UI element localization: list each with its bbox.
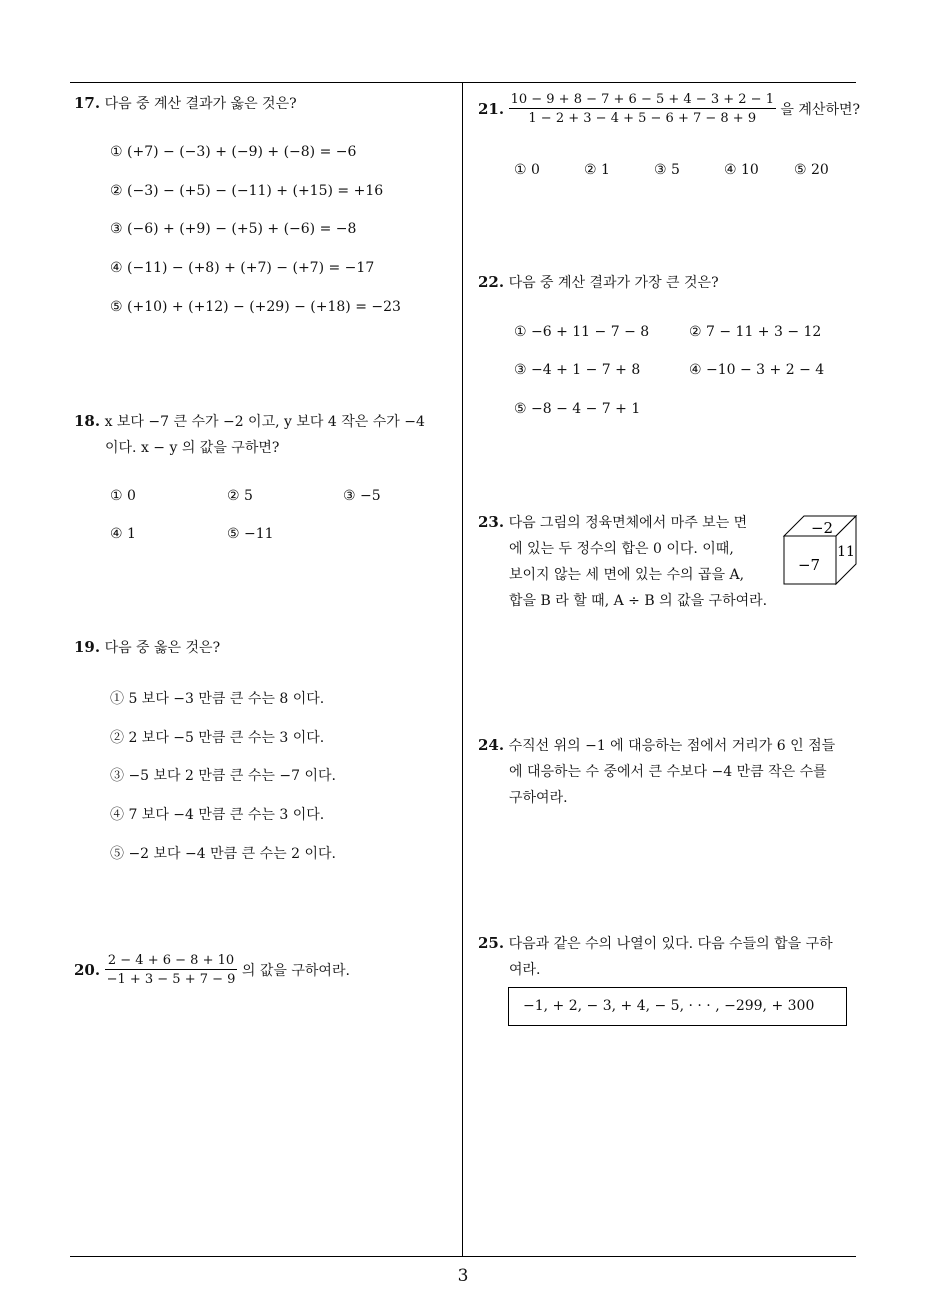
- question-text-line2: 에 있는 두 정수의 합은 0 이다. 이때,: [509, 541, 734, 557]
- option-17-4[interactable]: ④ (−11) − (+8) + (+7) − (+7) = −17: [110, 260, 375, 276]
- fraction-numerator: 10 − 9 + 8 − 7 + 6 − 5 + 4 − 3 + 2 − 1: [510, 92, 774, 107]
- question-number: 24.: [478, 736, 505, 754]
- question-24: [478, 732, 862, 811]
- question-text: 의 값을 구하여라.: [241, 963, 350, 979]
- sequence-box: −1, + 2, − 3, + 4, − 5, · · · , −299, + 300: [508, 987, 847, 1026]
- option-17-3[interactable]: ③ (−6) + (+9) − (+5) + (−6) = −8: [110, 221, 357, 237]
- page-number: 3: [457, 1266, 469, 1286]
- option-22-4[interactable]: ④ −10 − 3 + 2 − 4: [689, 362, 825, 378]
- question-text-line1: 다음과 같은 수의 나열이 있다. 다음 수들의 합을 구하: [508, 936, 833, 952]
- option-18-3[interactable]: ③ −5: [343, 488, 381, 504]
- question-text: 을 계산하면?: [780, 102, 860, 118]
- question-number: 18.: [74, 412, 101, 430]
- option-19-3[interactable]: ③ −5 보다 2 만큼 큰 수는 −7 이다.: [110, 768, 336, 784]
- question-text-line1: x 보다 −7 큰 수가 −2 이고, y 보다 4 작은 수가 −4: [104, 414, 425, 430]
- cube-top-label: −2: [810, 519, 834, 537]
- question-text: 다음 중 옳은 것은?: [104, 640, 221, 656]
- cube-figure: [780, 514, 862, 588]
- question-text: 다음 중 계산 결과가 가장 큰 것은?: [508, 275, 719, 291]
- question-number: 22.: [478, 273, 505, 291]
- option-18-4[interactable]: ④ 1: [110, 526, 136, 542]
- fraction: [105, 953, 238, 987]
- question-text-line3: 구하여라.: [509, 790, 568, 806]
- question-text-line4: 합을 B 라 할 때, A ÷ B 의 값을 구하여라.: [509, 593, 768, 609]
- option-19-5[interactable]: ⑤ −2 보다 −4 만큼 큰 수는 2 이다.: [110, 846, 336, 862]
- question-text-line2: 에 대응하는 수 중에서 큰 수보다 −4 만큼 작은 수를: [509, 764, 827, 780]
- question-number: 17.: [74, 94, 101, 112]
- bottom-rule: [70, 1256, 856, 1257]
- question-25: [478, 930, 862, 983]
- question-text-line2: 여라.: [509, 962, 541, 978]
- fraction-denominator: −1 + 3 − 5 + 7 − 9: [106, 972, 236, 987]
- option-17-2[interactable]: ② (−3) − (+5) − (−11) + (+15) = +16: [110, 183, 384, 199]
- question-17: [74, 90, 297, 117]
- question-19: [74, 634, 220, 661]
- option-21-3[interactable]: ③ 5: [654, 162, 680, 178]
- question-number: 25.: [478, 934, 505, 952]
- option-18-5[interactable]: ⑤ −11: [227, 526, 274, 542]
- option-18-2[interactable]: ② 5: [227, 488, 253, 504]
- question-22: [478, 269, 719, 296]
- option-19-2[interactable]: ② 2 보다 −5 만큼 큰 수는 3 이다.: [110, 730, 325, 746]
- option-22-5[interactable]: ⑤ −8 − 4 − 7 + 1: [514, 401, 641, 417]
- question-number: 19.: [74, 638, 101, 656]
- option-21-5[interactable]: ⑤ 20: [794, 162, 829, 178]
- option-18-1[interactable]: ① 0: [110, 488, 136, 504]
- question-23: [478, 509, 798, 614]
- fraction-denominator: 1 − 2 + 3 − 4 + 5 − 6 + 7 − 8 + 9: [528, 111, 757, 126]
- option-22-1[interactable]: ① −6 + 11 − 7 − 8: [514, 324, 650, 340]
- option-22-2[interactable]: ② 7 − 11 + 3 − 12: [689, 324, 822, 340]
- option-19-1[interactable]: ① 5 보다 −3 만큼 큰 수는 8 이다.: [110, 691, 325, 707]
- question-21: [478, 92, 860, 126]
- column-divider: [462, 82, 463, 1257]
- question-text: 다음 중 계산 결과가 옳은 것은?: [104, 96, 297, 112]
- top-rule: [70, 82, 856, 83]
- question-number: 21.: [478, 100, 505, 118]
- option-21-2[interactable]: ② 1: [584, 162, 610, 178]
- cube-right-label: 11: [837, 544, 855, 560]
- question-text-line3: 보이지 않는 세 면에 있는 수의 곱을 A,: [509, 567, 745, 583]
- option-22-3[interactable]: ③ −4 + 1 − 7 + 8: [514, 362, 641, 378]
- option-21-4[interactable]: ④ 10: [724, 162, 759, 178]
- question-text-line1: 다음 그림의 정육면체에서 마주 보는 면: [508, 515, 748, 531]
- option-19-4[interactable]: ④ 7 보다 −4 만큼 큰 수는 3 이다.: [110, 807, 325, 823]
- question-number: 20.: [74, 961, 101, 979]
- question-18: [74, 408, 462, 461]
- question-text-line1: 수직선 위의 −1 에 대응하는 점에서 거리가 6 인 점들: [508, 738, 836, 754]
- question-20: [74, 953, 350, 987]
- question-number: 23.: [478, 513, 505, 531]
- option-21-1[interactable]: ① 0: [514, 162, 540, 178]
- cube-front-label: −7: [797, 556, 821, 574]
- option-17-1[interactable]: ① (+7) − (−3) + (−9) + (−8) = −6: [110, 144, 357, 160]
- question-text-line2: 이다. x − y 의 값을 구하면?: [105, 440, 280, 456]
- option-17-5[interactable]: ⑤ (+10) + (+12) − (+29) − (+18) = −23: [110, 299, 401, 315]
- fraction: [509, 92, 776, 126]
- fraction-numerator: 2 − 4 + 6 − 8 + 10: [105, 953, 238, 970]
